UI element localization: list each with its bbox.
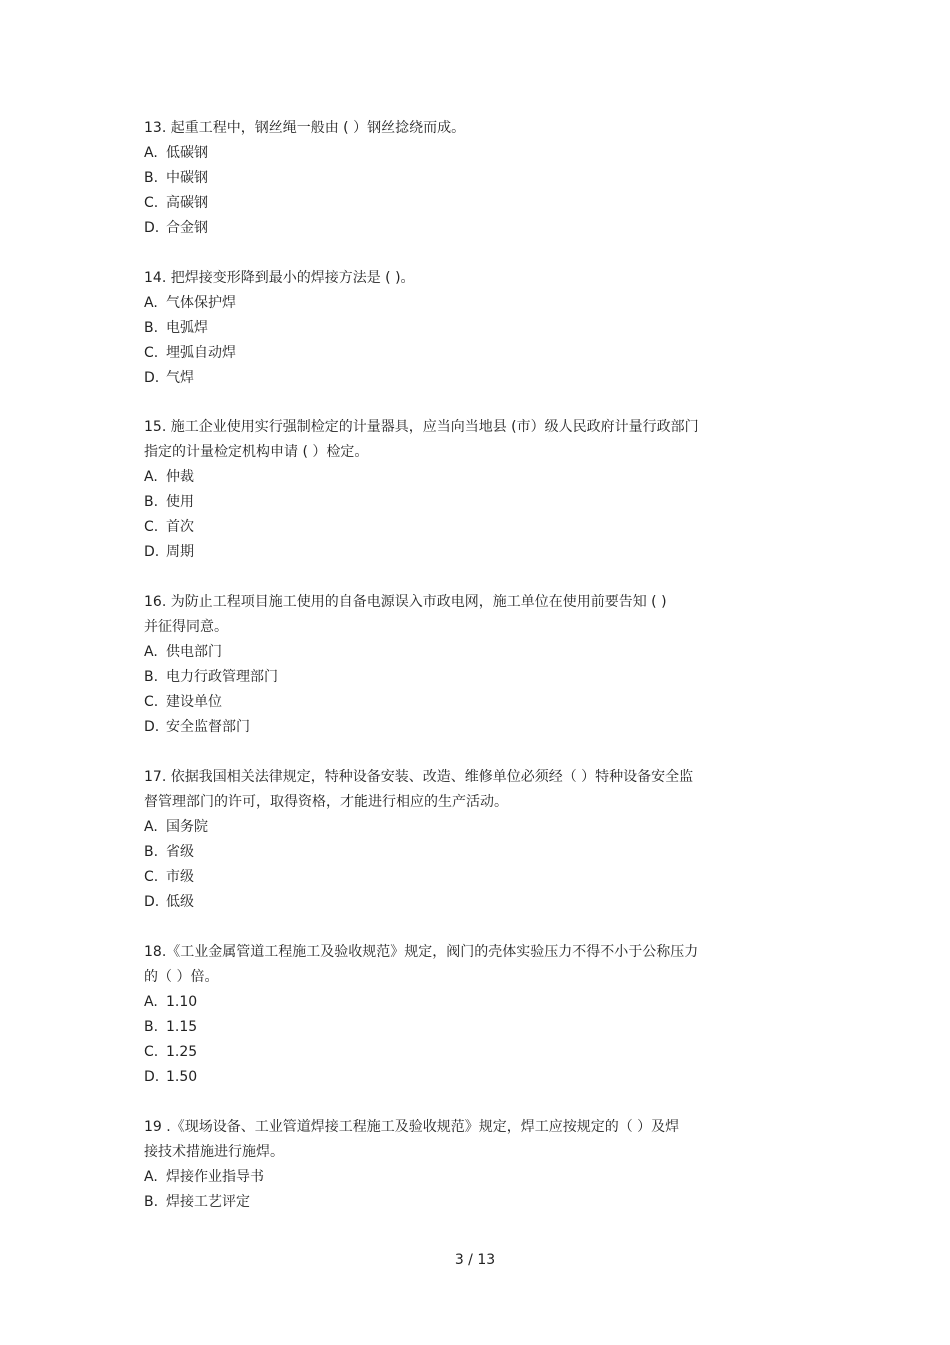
option-a	[144, 465, 814, 490]
option-c	[144, 690, 814, 715]
option-letter: D.	[144, 544, 160, 560]
option-letter: A.	[144, 819, 158, 835]
question-stem-continued: 接技术措施进行施焊。	[144, 1144, 284, 1160]
option-letter: A.	[144, 295, 158, 311]
option-letter: D.	[144, 220, 160, 236]
option-letter: A.	[144, 994, 158, 1010]
option-text: 省级	[166, 844, 194, 860]
option-letter: C.	[144, 519, 159, 535]
option-letter: D.	[144, 719, 160, 735]
option-letter: C.	[144, 195, 159, 211]
option-letter: B.	[144, 1019, 159, 1035]
option-text: 焊接工艺评定	[166, 1194, 250, 1210]
question-stem: 19 .《现场设备、工业管道焊接工程施工及验收规范》规定，焊工应按规定的（ ）及焊	[144, 1119, 680, 1135]
option-b	[144, 1190, 814, 1215]
question-stem: 15. 施工企业使用实行强制检定的计量器具，应当向当地县 (市）级人民政府计量行政部门	[144, 419, 699, 435]
option-d	[144, 890, 814, 915]
option-text: 使用	[166, 494, 194, 510]
option-d	[144, 540, 814, 565]
option-d	[144, 1065, 814, 1090]
option-text: 高碳钢	[166, 195, 208, 211]
option-letter: D.	[144, 370, 160, 386]
option-letter: B.	[144, 1194, 159, 1210]
option-letter: C.	[144, 694, 159, 710]
option-text: 1.50	[166, 1069, 198, 1085]
question-stem-continued: 的（ ）倍。	[144, 969, 219, 985]
option-text: 建设单位	[166, 694, 222, 710]
option-text: 电力行政管理部门	[166, 669, 278, 685]
option-letter: B.	[144, 170, 159, 186]
option-text: 仲裁	[166, 469, 194, 485]
question-15	[144, 415, 814, 565]
option-text: 市级	[166, 869, 194, 885]
question-19	[144, 1115, 814, 1215]
option-text: 国务院	[166, 819, 208, 835]
option-text: 电弧焊	[166, 320, 208, 336]
option-letter: C.	[144, 1044, 159, 1060]
option-d	[144, 216, 814, 241]
option-c	[144, 191, 814, 216]
option-c	[144, 865, 814, 890]
option-letter: D.	[144, 1069, 160, 1085]
option-letter: A.	[144, 469, 158, 485]
option-text: 1.25	[166, 1044, 198, 1060]
option-b	[144, 840, 814, 865]
option-d	[144, 715, 814, 740]
option-letter: D.	[144, 894, 160, 910]
option-text: 低碳钢	[166, 145, 208, 161]
option-text: 1.10	[166, 994, 198, 1010]
option-text: 1.15	[166, 1019, 198, 1035]
option-letter: A.	[144, 145, 158, 161]
page-number: 3 / 13	[454, 1252, 496, 1268]
option-letter: B.	[144, 844, 159, 860]
option-c	[144, 1040, 814, 1065]
option-a	[144, 1165, 814, 1190]
question-stem: 17. 依据我国相关法律规定，特种设备安装、改造、维修单位必须经（ ）特种设备安全监	[144, 769, 694, 785]
option-b	[144, 316, 814, 341]
option-text: 合金钢	[166, 220, 208, 236]
question-stem: 14. 把焊接变形降到最小的焊接方法是 ( )。	[144, 270, 415, 286]
question-14	[144, 266, 814, 391]
option-a	[144, 990, 814, 1015]
option-a	[144, 141, 814, 166]
option-a	[144, 291, 814, 316]
option-b	[144, 665, 814, 690]
option-letter: C.	[144, 345, 159, 361]
option-text: 气焊	[166, 370, 194, 386]
question-16	[144, 590, 814, 740]
option-letter: C.	[144, 869, 159, 885]
question-18	[144, 940, 814, 1090]
option-b	[144, 1015, 814, 1040]
option-letter: A.	[144, 1169, 158, 1185]
question-stem-continued: 督管理部门的许可，取得资格，才能进行相应的生产活动。	[144, 794, 508, 810]
option-a	[144, 640, 814, 665]
option-letter: A.	[144, 644, 158, 660]
option-letter: B.	[144, 320, 159, 336]
question-17	[144, 765, 814, 915]
option-c	[144, 341, 814, 366]
option-text: 周期	[166, 544, 194, 560]
option-text: 气体保护焊	[166, 295, 236, 311]
option-letter: B.	[144, 669, 159, 685]
option-d	[144, 366, 814, 391]
question-13	[144, 116, 814, 241]
option-letter: B.	[144, 494, 159, 510]
option-text: 埋弧自动焊	[166, 345, 236, 361]
option-b	[144, 166, 814, 191]
option-text: 焊接作业指导书	[166, 1169, 264, 1185]
option-text: 低级	[166, 894, 194, 910]
option-a	[144, 815, 814, 840]
option-b	[144, 490, 814, 515]
option-text: 中碳钢	[166, 170, 208, 186]
question-stem: 13. 起重工程中，钢丝绳一般由 ( ）钢丝捻绕而成。	[144, 120, 466, 136]
question-stem-continued: 并征得同意。	[144, 619, 228, 635]
question-stem: 18.《工业金属管道工程施工及验收规范》规定，阀门的壳体实验压力不得不小于公称压力	[144, 944, 699, 960]
option-text: 安全监督部门	[166, 719, 250, 735]
option-text: 首次	[166, 519, 194, 535]
question-stem: 16. 为防止工程项目施工使用的自备电源误入市政电网，施工单位在使用前要告知 ( )	[144, 594, 667, 610]
question-stem-continued: 指定的计量检定机构申请 ( ）检定。	[144, 444, 369, 460]
option-text: 供电部门	[166, 644, 222, 660]
option-c	[144, 515, 814, 540]
